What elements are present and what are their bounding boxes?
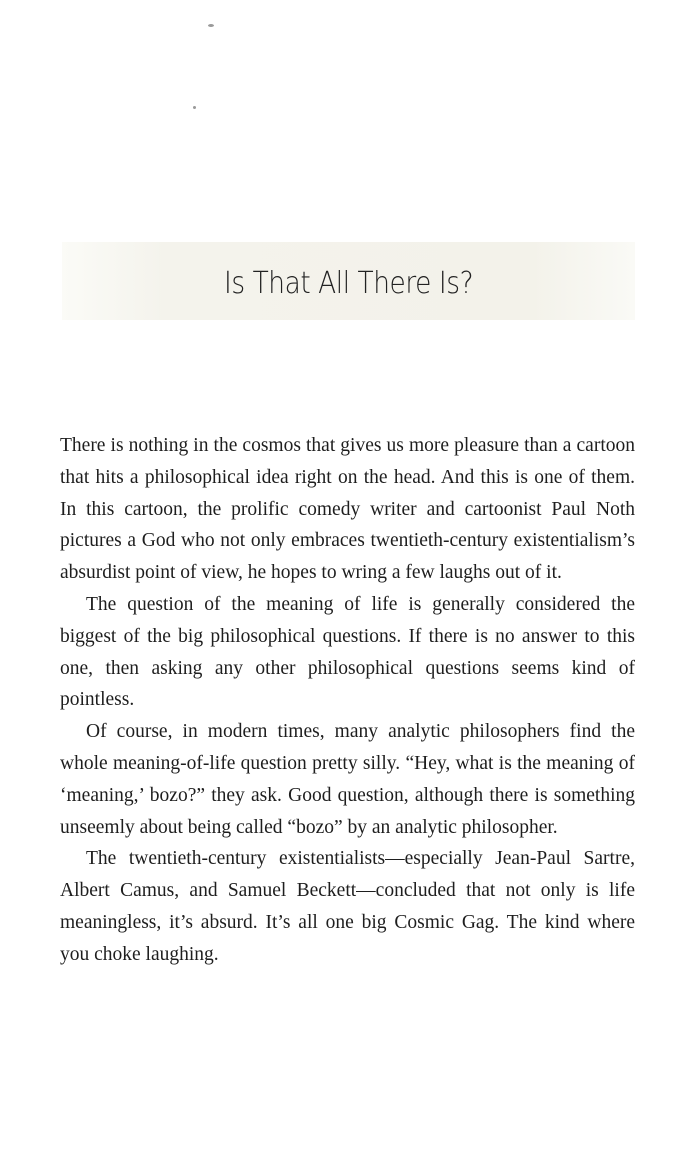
paragraph: Of course, in modern times, many analytic philosophers find the whole meaning-of-life question pretty silly. “Hey, what is the meaning of ‘meaning,’ bozo?” they ask. Good question, although there is something unseemly about being called “bozo” by an analytic philosopher. xyxy=(60,721,635,838)
scan-speck xyxy=(193,106,196,109)
paragraph: There is nothing in the cosmos that gives us more pleasure than a cartoon that hits a philosophical idea right on the head. And this is one of them. In this cartoon, the prolific comedy writer and cartoonist Paul Noth pictures a God who not only embraces twentieth-century existentialism’s absurdist point of view, he hopes to wring a few laughs out of it. xyxy=(60,435,635,584)
body-text xyxy=(60,430,635,971)
paragraph: The twentieth-century existentialists—especially Jean-Paul Sartre, Albert Camus, and Samuel Beckett—concluded that not only is life meaningless, it’s absurd. It’s all one big Cosmic Gag. The kind where you choke laughing. xyxy=(60,848,635,965)
chapter-title-band xyxy=(62,242,635,320)
paragraph: The question of the meaning of life is generally considered the biggest of the big philosophical questions. If there is no answer to this one, then asking any other philosophical questions seems kind of pointless. xyxy=(60,593,635,711)
scan-speck xyxy=(208,24,214,27)
chapter-title: Is That All There Is? xyxy=(223,265,474,301)
